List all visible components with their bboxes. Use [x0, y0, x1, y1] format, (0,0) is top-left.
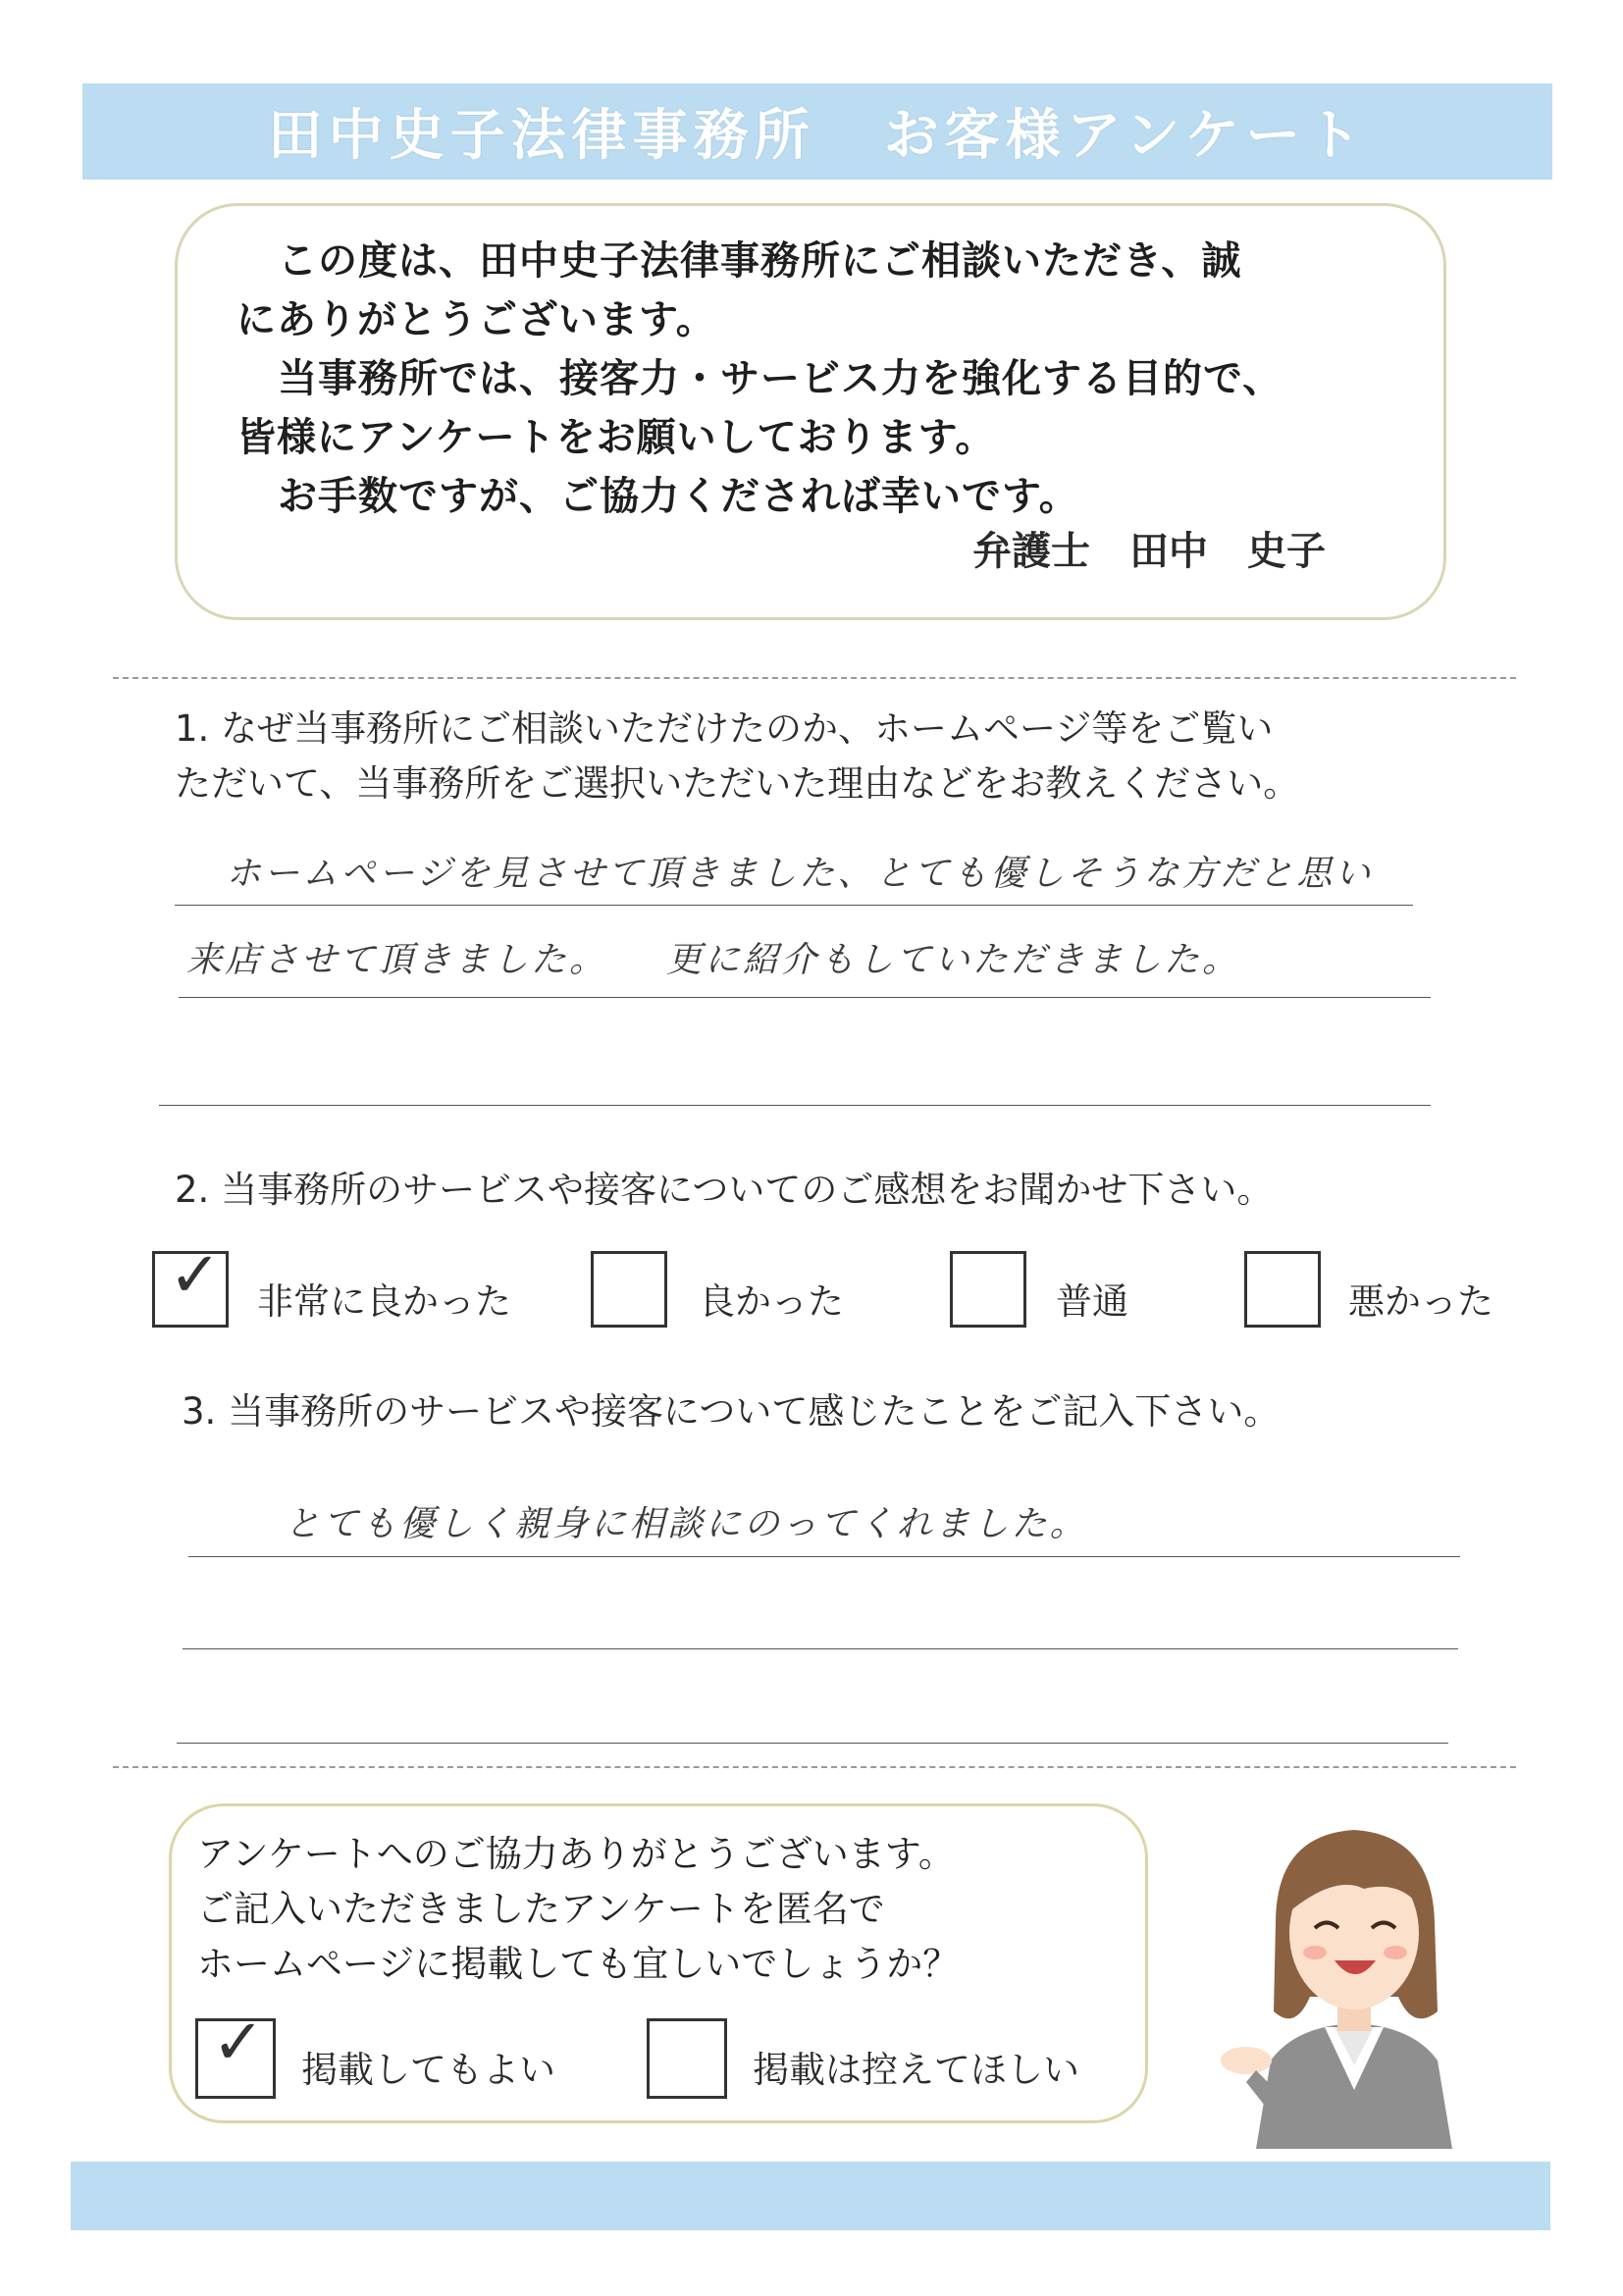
woman-illustration-icon: [1217, 1796, 1492, 2149]
question-2-text: 2. 当事務所のサービスや接客についてのご感想をお聞かせ下さい。: [175, 1169, 1274, 1211]
answer-1-rule-3: [159, 1105, 1431, 1106]
option-normal-label: 普通: [1056, 1280, 1128, 1323]
publish-line-2: ご記入いただきましたアンケートを匿名で: [197, 1888, 885, 1930]
answer-3-rule-1: [188, 1556, 1460, 1557]
check-mark-icon: ✓: [169, 1239, 222, 1312]
question-1-line-1: 1. なぜ当事務所にご相談いただけたのか、ホームページ等をご覧い: [175, 707, 1274, 750]
header-banner: [82, 83, 1552, 180]
intro-line-3: 当事務所では、接客力・サービス力を強化する目的で、: [278, 356, 1283, 401]
intro-line-5: お手数ですが、ご協力くだされば幸いです。: [278, 474, 1079, 519]
publish-no-label: 掲載は控えてほしい: [753, 2049, 1079, 2091]
answer-1-line-1: ホームページを見させて頂きました、とても優しそうな方だと思い: [226, 854, 1374, 894]
option-good-label: 良かった: [699, 1280, 844, 1323]
office-name: 田中史子法律事務所: [267, 104, 815, 168]
question-1-line-2: ただいて、当事務所をご選択いただいた理由などをお教えください。: [175, 762, 1300, 805]
publish-consent-box: [169, 1803, 1148, 2123]
survey-title: お客様アンケート: [883, 104, 1368, 168]
intro-line-4: 皆様にアンケートをお願いしております。: [236, 415, 996, 460]
answer-1-line-2: 来店させて頂きました。 更に紹介もしていただきました。: [186, 940, 1241, 980]
checkbox-publish-no[interactable]: [647, 2018, 727, 2099]
option-bad-label: 悪かった: [1348, 1280, 1493, 1323]
publish-yes-label: 掲載してもよい: [301, 2049, 555, 2091]
signature: 弁護士 田中 史子: [972, 529, 1326, 574]
answer-1-rule-2: [179, 997, 1431, 998]
checkbox-good[interactable]: [591, 1251, 667, 1328]
checkbox-bad[interactable]: [1244, 1251, 1321, 1328]
question-3-text: 3. 当事務所のサービスや接客について感じたことをご記入下さい。: [182, 1390, 1281, 1433]
intro-line-2: にありがとうございます。: [236, 297, 716, 342]
footer-bar: [71, 2162, 1550, 2230]
divider-bottom: [113, 1766, 1516, 1768]
answer-3-line-1: とても優しく親身に相談にのってくれました。: [285, 1504, 1088, 1544]
checkbox-normal[interactable]: [950, 1251, 1026, 1328]
intro-line-1: この度は、田中史子法律事務所にご相談いただき、誠: [278, 238, 1242, 284]
publish-line-1: アンケートへのご協力ありがとうございます。: [197, 1833, 955, 1875]
divider-top: [113, 677, 1516, 679]
intro-box: [175, 203, 1446, 620]
answer-1-rule-1: [175, 905, 1413, 906]
checkbox-publish-yes[interactable]: [195, 2007, 276, 2099]
option-very-good-label: 非常に良かった: [257, 1280, 511, 1323]
answer-3-rule-3: [177, 1743, 1448, 1744]
publish-line-3: ホームページに掲載しても宜しいでしょうか？: [197, 1943, 960, 1985]
check-mark-icon: ✓: [212, 2007, 265, 2079]
answer-3-rule-2: [183, 1648, 1458, 1649]
checkbox-very-good[interactable]: [152, 1239, 229, 1328]
